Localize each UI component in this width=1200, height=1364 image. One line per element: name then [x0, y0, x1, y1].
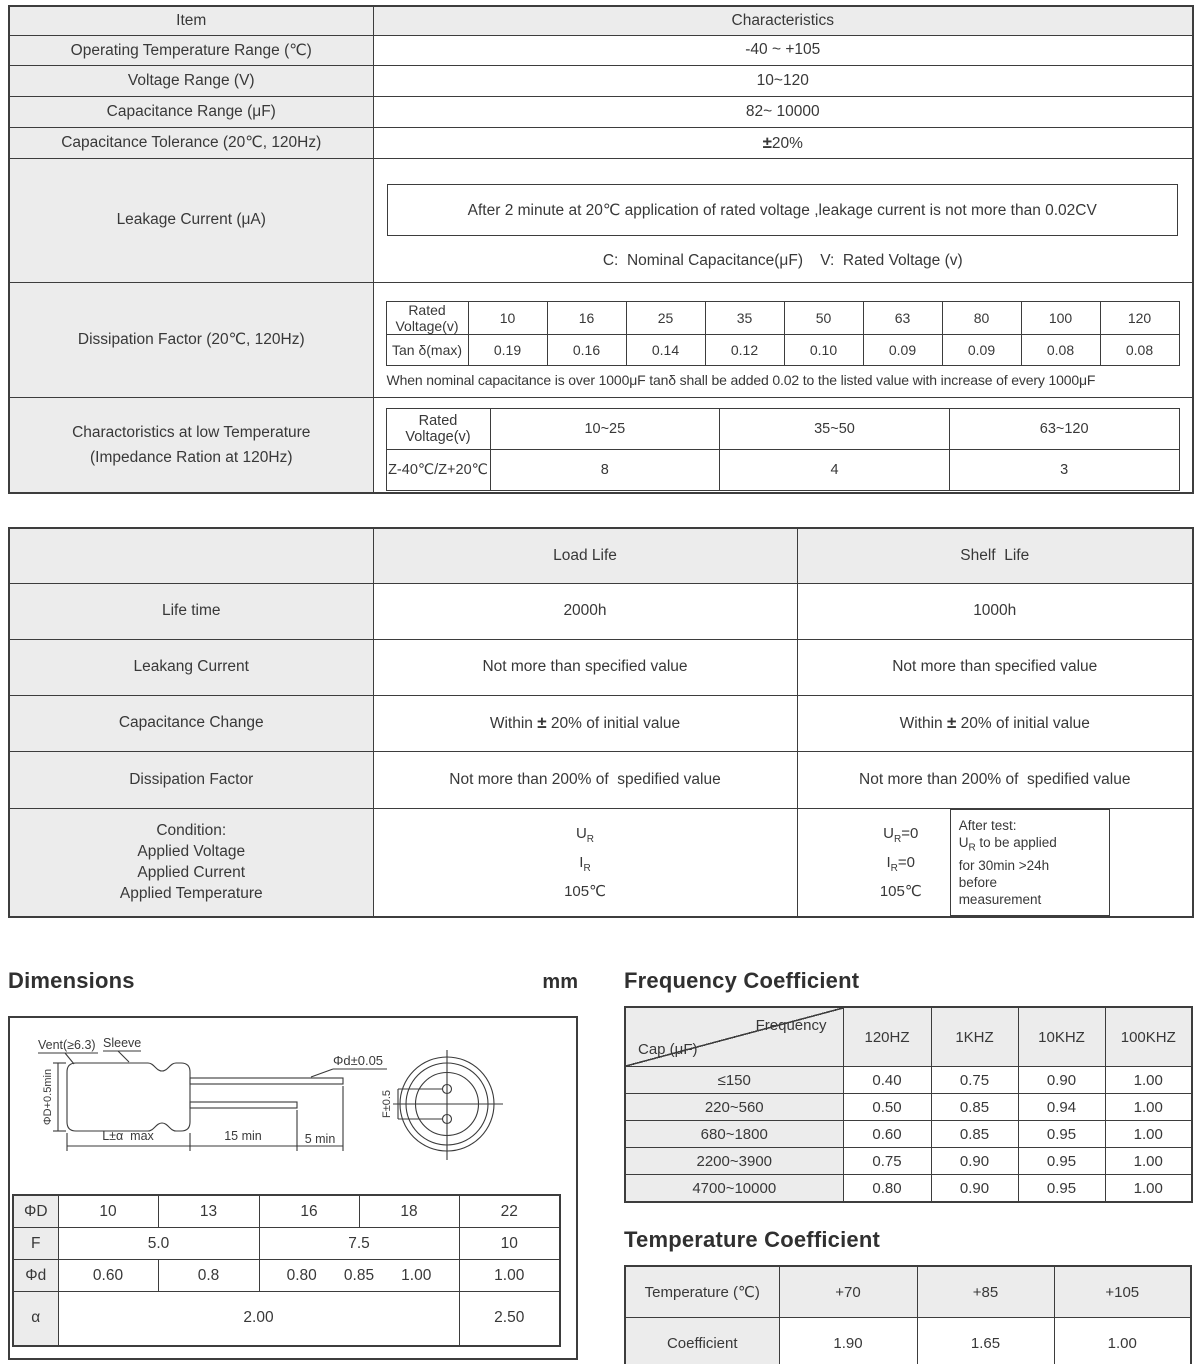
frequency-axis-label: Frequency — [755, 1017, 827, 1034]
dissipation-value — [373, 282, 1193, 397]
after-test-note: After test: $U_R$ to be applied for 30min >24h before measurement — [950, 809, 1110, 916]
body-length-label: L±α max — [102, 1129, 154, 1143]
lead-spacing-label: F±0.5 — [381, 1089, 393, 1119]
coefficients-section — [624, 968, 1192, 1364]
load-life-header: Load Life — [373, 528, 797, 583]
dimensions-title: Dimensions — [8, 968, 135, 993]
table-row — [9, 35, 1193, 65]
impedance-ratio-row: Z-40℃/Z+20℃ 8 4 3 — [386, 449, 1179, 490]
dimensions-table — [12, 1194, 561, 1347]
diagonal-header-cell — [625, 1007, 843, 1067]
sleeve-label: Sleeve — [103, 1036, 142, 1050]
life-header-row — [9, 528, 1193, 583]
dissipation-table — [386, 301, 1180, 366]
characteristics-header: Characteristics — [373, 6, 1193, 35]
body-diameter-label: ΦD+0.5min — [42, 1068, 54, 1126]
frequency-coefficient-title: Frequency Coefficient — [624, 968, 860, 993]
empty-header-cell — [9, 528, 373, 583]
table-row — [9, 127, 1193, 158]
leakage-note-box: After 2 minute at 20℃ application of rated voltage ,leakage current is not more than 0.02CV — [387, 184, 1179, 236]
lead-spacing-row: F 5.0 7.5 10 — [13, 1228, 560, 1260]
capacitance-axis-label: Cap (μF) — [638, 1041, 698, 1058]
lead-length-label: 15 min — [224, 1129, 262, 1143]
capacitor-body — [67, 1063, 190, 1131]
frequency-data-row: 680~1800 0.60 0.85 0.95 1.00 — [625, 1121, 1192, 1148]
low-temperature-row — [9, 397, 1193, 493]
shelf-life-header: Shelf Life — [797, 528, 1193, 583]
frequency-data-row: 2200~3900 0.75 0.90 0.95 1.00 — [625, 1148, 1192, 1175]
load-condition: $U_R$ $I_R$ 105℃ — [373, 808, 797, 917]
voltage-row: Rated Voltage(v) 10 16 25 35 50 63 80 100 120 — [386, 302, 1179, 335]
frequency-data-row: 4700~10000 0.80 0.90 0.95 1.00 — [625, 1175, 1192, 1203]
dimensions-section — [8, 968, 578, 1364]
table-header-row — [9, 6, 1193, 35]
row-label: Capacitance Range (μF) — [9, 96, 373, 127]
lead-tip-label: 5 min — [304, 1132, 336, 1146]
row-label: Capacitance Change — [9, 695, 373, 751]
leakage-value — [373, 158, 1193, 282]
low-temp-table — [386, 408, 1180, 491]
condition-label: Condition: Applied Voltage Applied Current Applied Temperature — [9, 808, 373, 917]
dimensions-unit: mm — [542, 971, 578, 993]
frequency-data-row: 220~560 0.50 0.85 0.94 1.00 — [625, 1094, 1192, 1121]
lead-diameter-row: Φd 0.60 0.8 0.80 0.85 1.00 1.00 — [13, 1260, 560, 1292]
frequency-coefficient-table — [624, 1006, 1193, 1203]
frequency-data-row: ≤150 0.40 0.75 0.90 1.00 — [625, 1067, 1192, 1094]
row-value: -40 ~ +105 — [373, 35, 1193, 65]
temperature-header-row: Temperature (℃) +70 +85 +105 — [625, 1266, 1191, 1318]
dissipation-note: When nominal capacitance is over 1000μF tanδ shall be added 0.02 to the listed value with increase of every 1000μF — [386, 372, 1096, 388]
life-time-row: Life time 2000h 1000h — [9, 583, 1193, 639]
row-label: Life time — [9, 583, 373, 639]
diameter-row: ΦD 10 13 16 18 22 — [13, 1195, 560, 1228]
row-label: Voltage Range (V) — [9, 65, 373, 96]
row-label: Leakage Current (μA) — [9, 158, 373, 282]
row-value: ±20% — [373, 127, 1193, 158]
row-label: Capacitance Tolerance (20℃, 120Hz) — [9, 127, 373, 158]
top-lead — [190, 1078, 343, 1084]
row-label: Charactoristics at low Temperature (Impedance Ration at 120Hz) — [9, 397, 373, 493]
vent-label: Vent(≥6.3) — [38, 1038, 96, 1052]
table-row — [9, 65, 1193, 96]
temperature-coefficient-title: Temperature Coefficient — [624, 1227, 881, 1252]
capacitor-drawing — [10, 1020, 574, 1194]
condition-row — [9, 808, 1193, 917]
row-label: Dissipation Factor (20℃, 120Hz) — [9, 282, 373, 397]
shelf-condition: $U_R=0$ $I_R=0$ 105℃ After test: $U_R$ to be applied for 30min >24h before measurement — [797, 808, 1193, 917]
row-label: Leakang Current — [9, 639, 373, 695]
dimensions-diagram-box — [8, 1016, 578, 1360]
low-temp-value — [373, 397, 1193, 493]
plus-minus-symbol: ± — [762, 132, 772, 152]
leakage-row — [9, 158, 1193, 282]
leakage-legend: C: Nominal Capacitance(μF) V: Rated Voltage (v) — [602, 252, 963, 269]
bottom-lead — [190, 1102, 297, 1108]
bottom-section — [8, 968, 1192, 1364]
row-value: 10~120 — [373, 65, 1193, 96]
plus-minus-symbol: ± — [946, 713, 957, 732]
dissipation-row — [9, 282, 1193, 397]
temperature-coefficient-table — [624, 1265, 1192, 1364]
row-label: Dissipation Factor — [9, 751, 373, 808]
plus-minus-symbol: ± — [537, 713, 547, 732]
capacitance-change-row: Capacitance Change Within ± 20% of initial value Within ± 20% of initial value — [9, 695, 1193, 751]
dissipation-factor-row: Dissipation Factor Not more than 200% of spedified value Not more than 200% of spedified value — [9, 751, 1193, 808]
voltage-range-row: Rated Voltage(v) 10~25 35~50 63~120 — [386, 408, 1179, 449]
life-table — [8, 527, 1194, 918]
lead-diameter-label: Φd±0.05 — [333, 1053, 384, 1068]
alpha-row: α 2.00 2.50 — [13, 1292, 560, 1346]
frequency-header-row: Frequency Cap (μF) 120HZ 1KHZ 10KHZ 100KHZ — [625, 1007, 1192, 1067]
row-label: Operating Temperature Range (℃) — [9, 35, 373, 65]
tan-delta-row: Tan δ(max) 0.19 0.16 0.14 0.12 0.10 0.09 0.09 0.08 0.08 — [386, 335, 1179, 366]
coefficient-row: Coefficient 1.90 1.65 1.00 — [625, 1318, 1191, 1364]
characteristics-table — [8, 5, 1194, 494]
table-row — [9, 96, 1193, 127]
leakage-current-row: Leakang Current Not more than specified value Not more than specified value — [9, 639, 1193, 695]
item-header: Item — [9, 6, 373, 35]
row-value: 82~ 10000 — [373, 96, 1193, 127]
